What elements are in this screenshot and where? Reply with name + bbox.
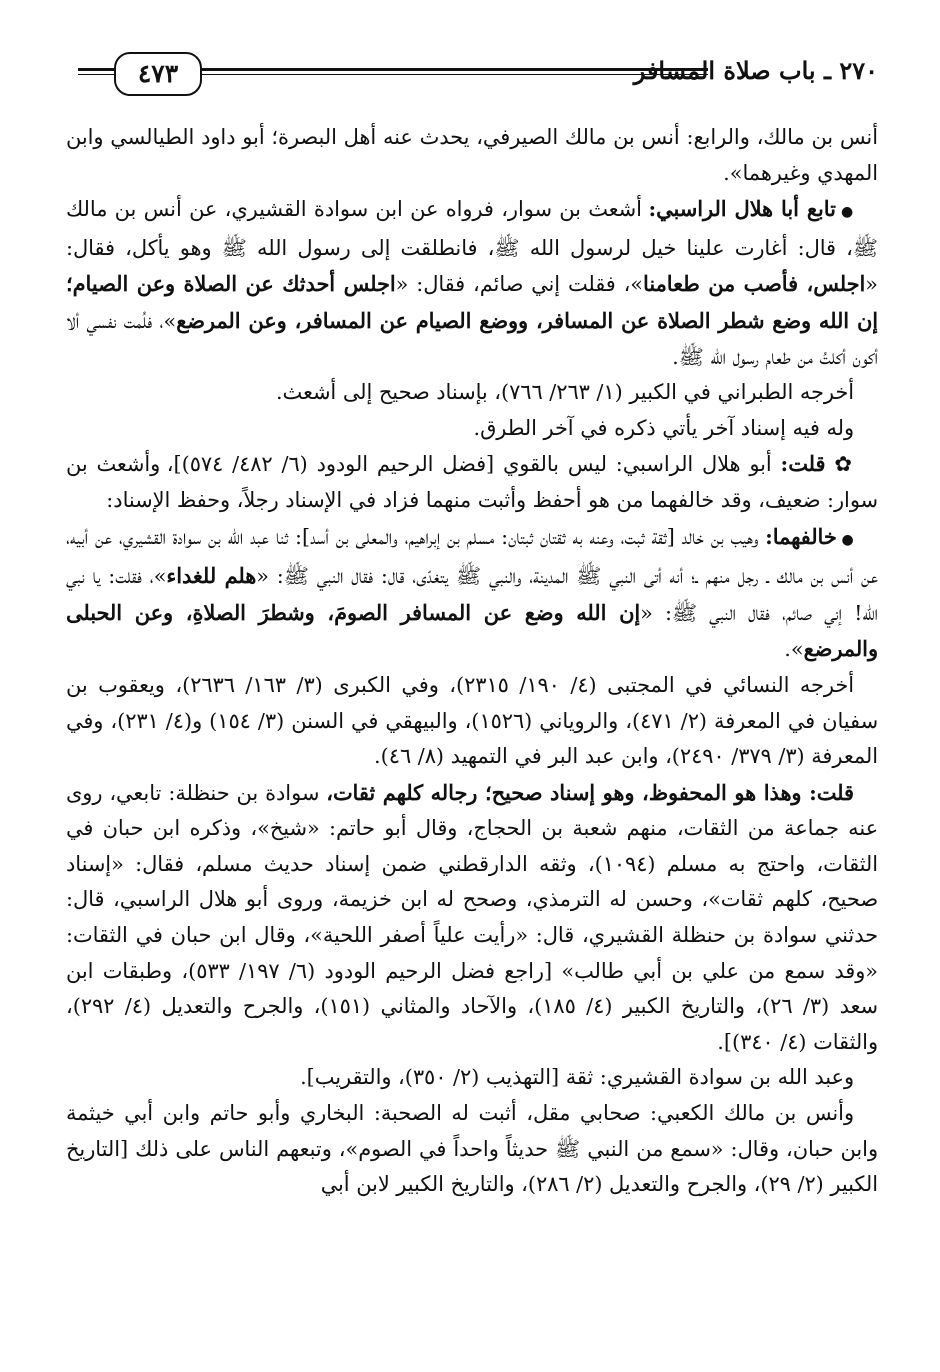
text-run: وعبد الله بن سوادة القشيري: ثقة [التهذيب (٢/ ٣٥٠)، والتقريب].: [300, 1065, 854, 1090]
paragraph: [66, 375, 878, 411]
paragraph: [66, 1060, 878, 1096]
bold-text: قلت:: [780, 451, 826, 477]
paragraph: [66, 519, 878, 668]
bold-text: خالفهما:: [765, 523, 837, 549]
text-run: »، فلُمت نفسي ألا أكون أكلتُ من طعام رسول الله ﷺ.: [66, 308, 878, 369]
bold-text: اجلس، فأصب من طعامنا: [643, 271, 866, 297]
paragraph: [66, 1096, 878, 1203]
text-run: أنس بن مالك، والرابع: أنس بن مالك الصيرفي، يحدث عنه أهل البصرة؛ أبو داود الطيالسي وابن المهدي وغيرهما».: [66, 125, 878, 185]
text-run: »، فقلت: يا نبي الله! إني صائم، فقال النبي ﷺ: «: [66, 564, 878, 625]
bold-text: إن الله وضع عن المسافر الصومَ، وشطرَ الصلاةِ، وعن الحبلى والمرضع: [66, 599, 878, 662]
text-run: وأنس بن مالك الكعبي: صحابي مقل، أثبت له الصحبة: البخاري وأبو حاتم وابن أبي خيثمة وابن حبان، وقال: «سمع من النبي ﷺ حديثاً واحداً في الصوم»، وتبعهم الناس على ذلك [التاريخ الكبير (٢/ ٢٩)، والجرح والتعديل (٢/ ٢٨٦)، والتاريخ الكبير لابن أبي: [66, 1101, 878, 1197]
text-run: سوادة بن حنظلة: تابعي، روى عنه جماعة من الثقات، منهم شعبة بن الحجاج، وقال أبو حاتم: «شيخ»، وذكره ابن حبان في الثقات، واحتج به مسلم (١٠٩٤)، وثقه الدارقطني ضمن إسناد حديث مسلم، فقال: «إسناد صحيح، كلهم ثقات»، وحسن له الترمذي، وصحح له ابن خزيمة، وروى أبو هلال الراسبي، قال: حدثني سوادة بن حنظلة القشيري، قال: «رأيت علياً أصفر اللحية»، وقال ابن حبان في الثقات: «وقد سمع من علي بن أبي طالب» [راجع فضل الرحيم الودود (٦/ ١٩٧/ ٥٣٣)، وطبقات ابن سعد (٣/ ٢٦)، والتاريخ الكبير (٤/ ١٨٥)، والآحاد والمثاني (١٥١)، والجرح والتعديل (٤/ ٢٩٢)، والثقات (٤/ ٣٤٠)].: [66, 780, 879, 1054]
text-run: أشعث بن سوار، فرواه عن ابن سوادة القشيري، عن أنس بن مالك ﷺ، قال: أغارت علينا خيل لرسول الله ﷺ، فانطلقت إلى رسول الله ﷺ وهو يأكل، فقال: «: [66, 197, 878, 297]
bold-text: اجلس أحدثك عن الصلاة وعن الصيام؛ إن الله وضع شطر الصلاة عن المسافر، ووضع الصيام عن المسافر، وعن المرضع: [66, 271, 878, 333]
paragraph: [66, 191, 878, 375]
bold-text: قلت: وهذا هو المحفوظ، وهو إسناد صحيح؛ رجاله كلهم ثقات،: [326, 779, 854, 805]
paragraph: [66, 120, 878, 191]
text-run: ✿: [825, 452, 854, 477]
paragraph: [66, 446, 878, 518]
page-number: ٤٧٣: [114, 52, 202, 96]
paragraph: [66, 775, 878, 1061]
paragraph: [66, 411, 878, 447]
bold-text: هلم للغداء: [166, 563, 257, 589]
text-run: أخرجه الطبراني في الكبير (١/ ٢٦٣/ ٧٦٦)، بإسناد صحيح إلى أشعث.: [275, 380, 854, 405]
bold-text: تابع أبا هلال الراسبي:: [648, 196, 836, 222]
body-text: [66, 120, 878, 1203]
text-run: »، فقلت إني صائم، فقال: «: [395, 272, 644, 297]
chapter-title: ٢٧٠ ـ باب صلاة المسافر: [633, 56, 878, 85]
page-header: [78, 52, 878, 104]
text-run: وله فيه إسناد آخر يأتي ذكره في آخر الطرق.: [473, 415, 854, 440]
paragraph: [66, 668, 878, 775]
bullet-icon: [836, 197, 854, 221]
text-run: وهيب بن خالد [ثقة ثبت، وعنه به ثقتان ثبتان: مسلم بن إبراهيم، والمعلى بن أسد]: ثنا عبد الله بن سوادة القشيري، عن أبيه، عن أنس بن مالك ـ رجل منهم ـ؛ أنه أتى النبي ﷺ المدينة، والنبي ﷺ يتغدّى، قال: فقال النبي ﷺ: «: [66, 524, 878, 589]
text-run: ».: [784, 637, 804, 662]
bullet-icon: [837, 525, 854, 549]
text-run: أبو هلال الراسبي: ليس بالقوي [فضل الرحيم الودود (٦/ ٤٨٢/ ٥٧٤)]، وأشعث بن سوار: ضعيف، وقد خالفهما من هو أحفظ وأثبت منهما فزاد في الإسناد رجلاً، وحفظ الإسناد:: [66, 452, 878, 512]
text-run: أخرجه النسائي في المجتبى (٤/ ١٩٠/ ٢٣١٥)، وفي الكبرى (٣/ ١٦٣/ ٢٦٣٦)، ويعقوب بن سفيان في المعرفة (٢/ ٤٧١)، والروياني (١٥٢٦)، والبيهقي في السنن (٣/ ١٥٤) و(٤/ ٢٣١)، وفي المعرفة (٣/ ٣٧٩/ ٢٤٩٠)، وابن عبد البر في التمهيد (٨/ ٤٦).: [66, 672, 878, 769]
